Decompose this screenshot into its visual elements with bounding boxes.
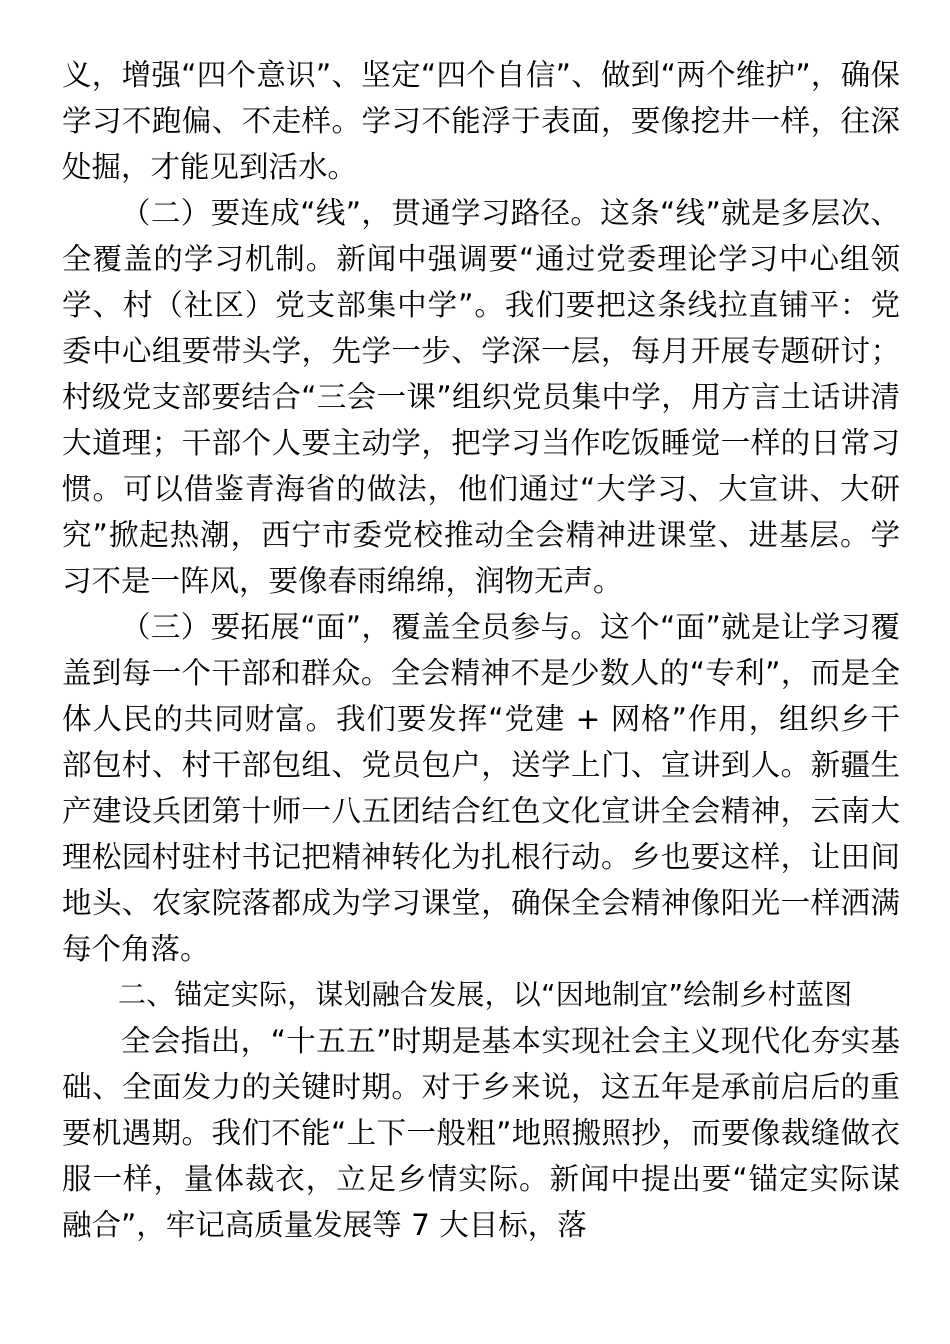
paragraph-section-four: 全会指出，“十五五”时期是基本实现社会主义现代化夯实基础、全面发力的关键时期。对于乡来说，这五年是承前启后的重要机遇期。我们不能“上下一般粗”地照搬照抄，而要像裁缝做衣服一样，量体裁衣，立足乡情实际。新闻中提出要“锚定实际谋融合”，牢记高质量发展等 7 大目标，落 (62, 1024, 900, 1242)
paragraph-section-two: （二）要连成“线”，贯通学习路径。这条“线”就是多层次、全覆盖的学习机制。新闻中强调要“通过党委理论学习中心组领学、村（社区）党支部集中学”。我们要把这条线拉直铺平：党委中心组要带头学，先学一步、学深一层，每月开展专题研讨；村级党支部要结合“三会一课”组织党员集中学，用方言土话讲清大道理；干部个人要主动学，把学习当作吃饭睡觉一样的日常习惯。可以借鉴青海省的做法，他们通过“大学习、大宣讲、大研究”掀起热潮，西宁市委党校推动全会精神进课堂、进基层。学习不是一阵风，要像春雨绵绵，润物无声。 (62, 196, 900, 598)
paragraph-section-three: （三）要拓展“面”，覆盖全员参与。这个“面”就是让学习覆盖到每一个干部和群众。全会精神不是少数人的“专利”，而是全体人民的共同财富。我们要发挥“党建 + 网格”作用，组织乡干部包村、村干部包组、党员包户，送学上门、宣讲到人。新疆生产建设兵团第十师一八五团结合红色文化宣讲全会精神，云南大理松园村驻村书记把精神转化为扎根行动。乡也要这样，让田间地头、农家院落都成为学习课堂，确保全会精神像阳光一样洒满每个角落。 (62, 610, 900, 966)
document-text-column (62, 52, 900, 1248)
paragraph-continuation: 义，增强“四个意识”、坚定“四个自信”、做到“两个维护”，确保学习不跑偏、不走样。学习不能浮于表面，要像挖井一样，往深处掘，才能见到活水。 (62, 58, 900, 184)
section-heading-two: 二、锚定实际，谋划融合发展，以“因地制宜”绘制乡村蓝图 (118, 978, 853, 1011)
